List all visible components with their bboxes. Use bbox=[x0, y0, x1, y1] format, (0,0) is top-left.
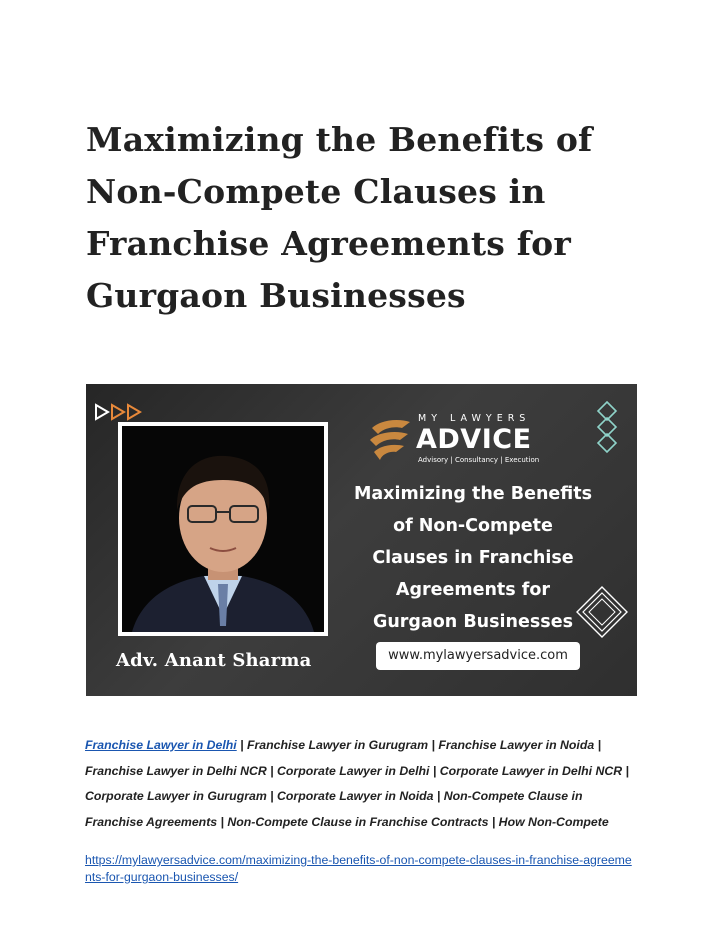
franchise-lawyer-delhi-link[interactable]: Franchise Lawyer in Delhi bbox=[85, 738, 237, 752]
logo-emblem-icon bbox=[368, 414, 414, 464]
document-title: Maximizing the Benefits of Non-Compete Clauses in Franchise Agreements for Gurgaon Businesses bbox=[86, 120, 593, 315]
profile-photo bbox=[118, 422, 328, 636]
featured-banner bbox=[86, 384, 637, 696]
keyword-links-text: | Franchise Lawyer in Gurugram | Franchise Lawyer in Noida | Franchise Lawyer in Delhi NCR | Corporate Lawyer in Delhi | Corporate Lawyer in Delhi NCR | Corporate Lawyer in Gurugram | Corporate Lawyer in Noida | Non-Compete Clause in Franchise Agreements | Non-Compete Clause in Franchise Contracts | How Non-Compete bbox=[85, 738, 629, 829]
banner-heading: Maximizing the Benefits of Non-Compete Clauses in Franchise Agreements for Gurgaon Businesses bbox=[353, 484, 593, 632]
website-badge: www.mylawyersadvice.com bbox=[376, 642, 580, 670]
brand-logo bbox=[368, 412, 558, 468]
logo-main-text: ADVICE bbox=[416, 424, 532, 455]
keyword-links bbox=[85, 733, 635, 835]
diamond-icon bbox=[595, 400, 619, 456]
logo-top-text: MY LAWYERS bbox=[418, 413, 531, 424]
author-name: Adv. Anant Sharma bbox=[116, 650, 312, 671]
diamond-icon bbox=[574, 584, 630, 640]
play-arrow-icon bbox=[94, 402, 154, 422]
logo-tagline: Advisory | Consultancy | Execution bbox=[418, 456, 540, 464]
source-url-link[interactable]: https://mylawyersadvice.com/maximizing-the-benefits-of-non-compete-clauses-in-franchise-agreements-for-gurgaon-businesses/ bbox=[85, 853, 632, 884]
